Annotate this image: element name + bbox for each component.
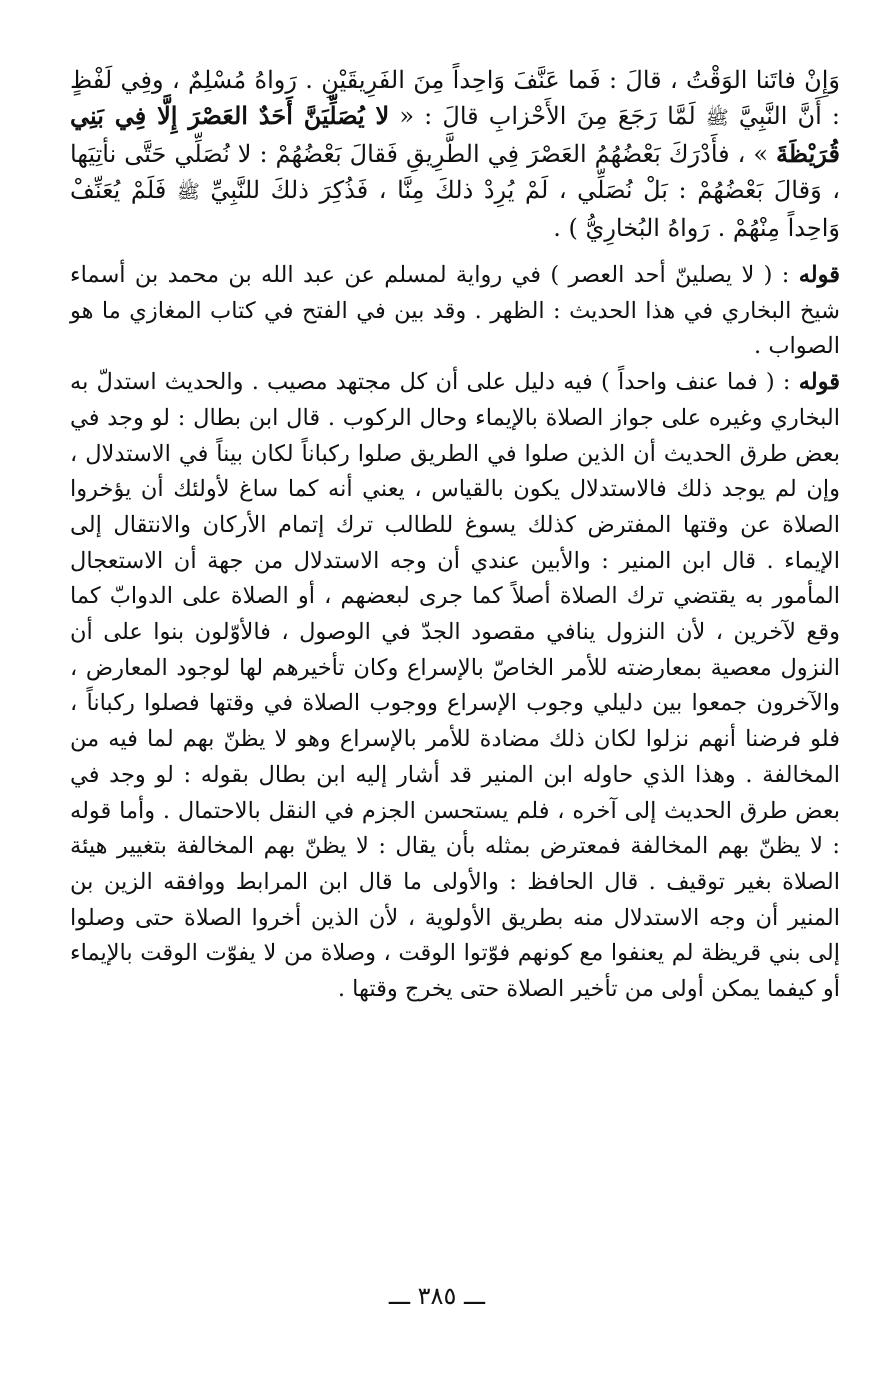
commentary [70,258,840,1008]
commentary-paragraph-1 [70,258,840,365]
hadith-quote: لا يُصَلِّيَنَّ أَحَدٌ العَصْرَ إِلَّا فِي بَنِي قُرَيْظَةَ [70,101,840,168]
hadith-text [70,62,840,246]
commentary-text-1: : ( لا يصلينّ أحد العصر ) في رواية لمسلم عن عبد الله بن محمد بن أسماء شيخ البخاري في هذا الحديث : الظهر . وقد بين في الفتح في كتاب المغازي ما هو الصواب . [70,262,840,360]
hadith-part-4: فَلَمْ يُعَنِّفْ وَاحِداً مِنْهُمْ . رَواهُ البُخارِيُّ ) . [70,176,840,242]
qawluhu-label: قوله [798,369,840,396]
page-body [70,62,840,1008]
commentary-paragraph-2 [70,365,840,1008]
page-number: ـــ ٣٨٥ ـــ [388,1282,486,1310]
commentary-text-2: : ( فما عنف واحداً ) فيه دليل على أن كل مجتهد مصيب . والحديث استدلّ به البخاري وغيره على جواز الصلاة بالإيماء وحال الركوب . قال ابن بطال : لو وجد في بعض طرق الحديث أن الذين صلوا في الطريق صلوا ركباناً لكان بيناً في الاستدلال ، وإن لم يوجد ذلك فالاستدلال يكون بالقياس ، يعني أنه كما ساغ لأولئك أن يؤخروا الصلاة عن وقتها المفترض كذلك يسوغ للطالب ترك إتمام الأركان والانتقال إلى الإيماء . قال ابن المنير : والأبين عندي أن وجه الاستدلال من جهة أن الاستعجال المأمور به يقتضي ترك الصلاة أصلاً كما جرى لبعضهم ، أو الصلاة على الدوابّ كما وقع لآخرين ، لأن النزول ينافي مقصود الجدّ في الوصول ، فالأوّلون بنوا على أن النزول معصية بمعارضته للأمر الخاصّ بالإسراع وكان تأخيرهم لها لوجود المعارض ، والآخرون جمعوا بين دليلي وجوب الإسراع ووجوب الصلاة في وقتها فصلوا ركباناً ، فلو فرضنا أنهم نزلوا لكان ذلك مضادة للأمر بالإسراع وهو لا يظنّ بهم لما فيه من المخالفة . وهذا الذي حاوله ابن المنير قد أشار إليه ابن بطال بقوله : لو وجد في بعض طرق الحديث إلى آخره ، فلم يستحسن الجزم في النقل بالاحتمال . وأما قوله : لا يظنّ بهم المخالفة فمعترض بمثله بأن يقال : لا يظنّ بهم المخالفة بتغيير هيئة الصلاة بغير توقيف . قال الحافظ : والأولى ما قال ابن المرابط ووافقه الزين بن المنير أن وجه الاستدلال منه بطريق الأولوية ، لأن الذين أخروا الصلاة حتى وصلوا إلى بني قريظة لم يعنفوا مع كونهم فوّتوا الوقت ، وصلاة من لا يفوّت الوقت بالإيماء أو كيفما يمكن أولى من تأخير الصلاة حتى يخرج وقتها . [70,369,840,1003]
hadith-part-1: وَإِنْ فاتَنا الوَقْتُ ، قالَ : فَما عَنَّفَ وَاحِداً مِنَ الفَرِيقَيْنِ . رَواهُ مُسْلِمٌ ، وفِي لَفْظٍ : أَنَّ النَّبِيَّ [70,66,840,130]
hadith-part-3: » ، فأَدْرَكَ بَعْضُهُمُ العَصْرَ فِي الطَّرِيقِ فَقالَ بَعْضُهُمْ : لا نُصَلِّي حَتَّى نأتِيَها ، وَقالَ بَعْضُهُمْ : بَلْ نُصَلِّي ، لَمْ يُرِدْ ذلكَ مِنَّا ، فَذُكِرَ ذلكَ للنَّبِيِّ [70,140,840,204]
salawat-symbol: ﷺ [705,107,729,129]
hadith-part-2: لَمَّا رَجَعَ مِنَ الأَحْزابِ قالَ : « [399,102,696,130]
qawluhu-label: قوله [798,262,841,288]
salawat-symbol: ﷺ [176,181,200,203]
